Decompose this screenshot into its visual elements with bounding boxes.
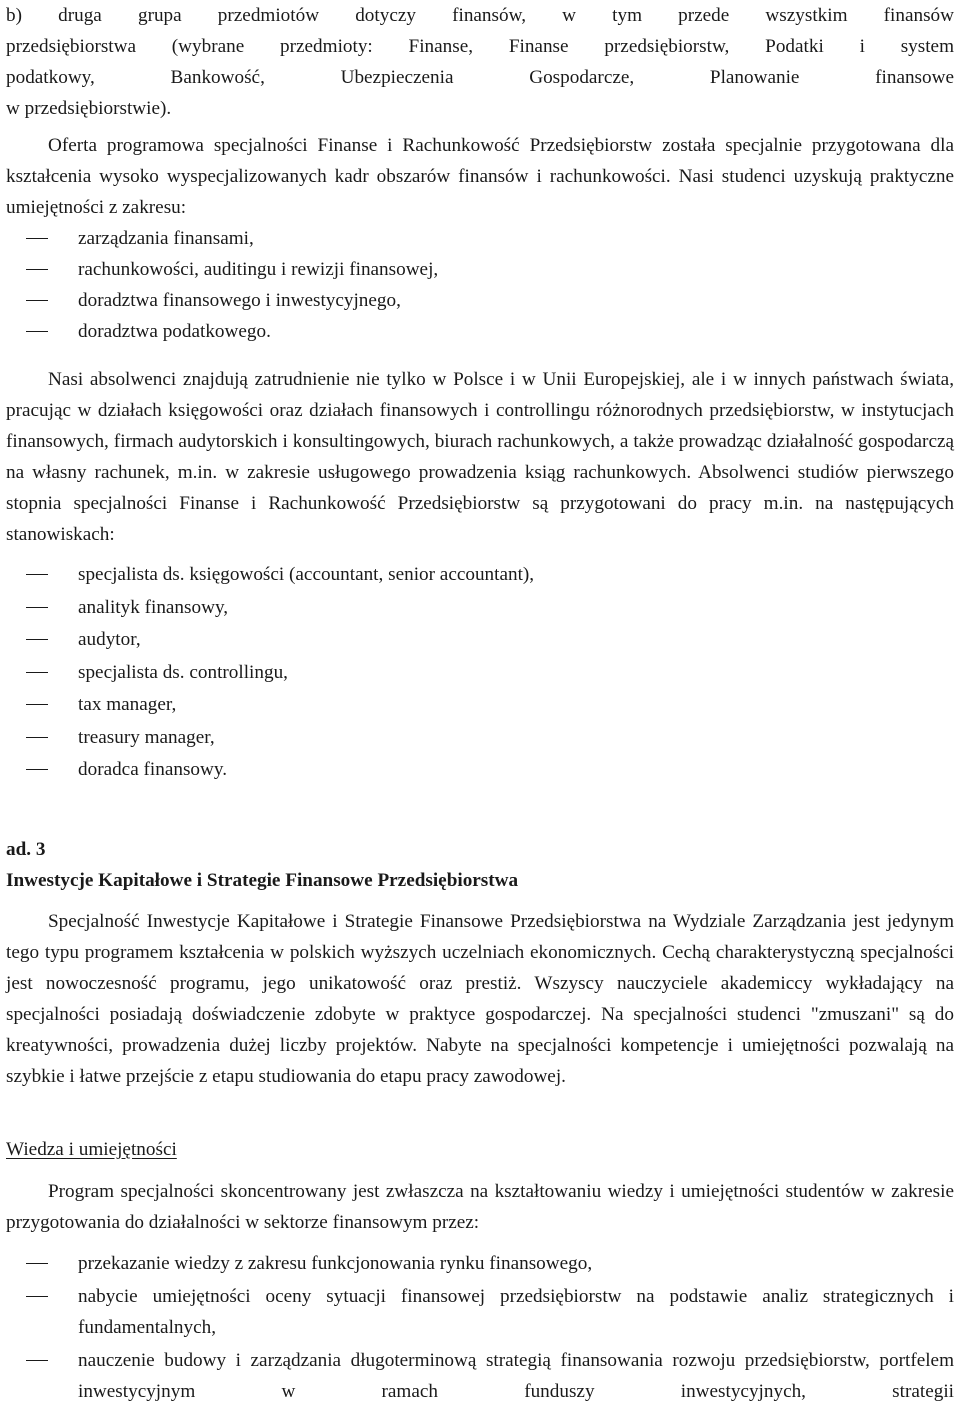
section-3-paragraph: Specjalność Inwestycje Kapitałowe i Strategie Finansowe Przedsiębiorstwa na Wydziale Zarządzania jest jedynym tego typu programem kształcenia w polskich wyższych uczelniach ekonomicznych. Cechą charakterystyczną specjalności jest nowoczesność programu, jego unikatowość oraz prestiż. Wszyscy nauczyciele akademiccy wykładający na specjalności posiadają doświadczenie zdobyte w praktyce gospodarczej. Na specjalności studenci "zmuszani" są do kreatywności, prowadzenia dużej liczby projektów. Nabyte na specjalności kompetencje i umiejętności pozwalają na szybkie i łatwe przejście z etapu studiowania do etapu pracy zawodowej. bbox=[6, 911, 954, 1087]
knowledge-block bbox=[6, 1134, 954, 1165]
list-item: analityk finansowy, bbox=[6, 592, 954, 623]
section-title: Inwestycje Kapitałowe i Strategie Finansowe Przedsiębiorstwa bbox=[6, 870, 519, 891]
intro-line: b) druga grupa przedmiotów dotyczy finansów, w tym przede wszystkim finansów bbox=[6, 5, 954, 26]
intro-line: podatkowy, Bankowość, Ubezpieczenia Gospodarcze, Planowanie finansowe bbox=[6, 67, 954, 88]
offer-block bbox=[6, 130, 954, 347]
list-item: rachunkowości, auditingu i rewizji finansowej, bbox=[6, 254, 954, 285]
section-3-body bbox=[6, 906, 954, 1092]
list-item: doradca finansowy. bbox=[6, 754, 954, 785]
program-paragraph: Program specjalności skoncentrowany jest zwłaszcza na kształtowaniu wiedzy i umiejętności studentów w zakresie przygotowania do działalności w sektorze finansowym przez: bbox=[6, 1181, 954, 1233]
intro-block bbox=[6, 0, 954, 124]
skills-list bbox=[6, 223, 954, 347]
intro-line: przedsiębiorstwa (wybrane przedmioty: Finanse, Finanse przedsiębiorstw, Podatki i system bbox=[6, 36, 954, 57]
list-item: zarządzania finansami, bbox=[6, 223, 954, 254]
list-item: audytor, bbox=[6, 624, 954, 655]
intro-line: w przedsiębiorstwie). bbox=[6, 98, 172, 119]
list-item: specjalista ds. księgowości (accountant, senior accountant), bbox=[6, 559, 954, 590]
list-item: specjalista ds. controllingu, bbox=[6, 657, 954, 688]
positions-list bbox=[6, 559, 954, 785]
graduates-paragraph: Nasi absolwenci znajdują zatrudnienie nie tylko w Polsce i w Unii Europejskiej, ale i w innych państwach świata, pracując w działach księgowości oraz działach finansowych i controllingu różnorodnych przedsiębiorstw, w instytucjach finansowych, firmach audytorskich i konsultingowych, biurach rachunkowych, a także prowadząc działalność gospodarczą na własny rachunek, m.in. w zakresie usługowego prowadzenia ksiąg rachunkowych. Absolwenci studiów pierwszego stopnia specjalności Finanse i Rachunkowość Przedsiębiorstw są przygotowani do pracy m.in. na następujących stanowiskach: bbox=[6, 369, 954, 545]
list-item: tax manager, bbox=[6, 689, 954, 720]
list-item: doradztwa finansowego i inwestycyjnego, bbox=[6, 285, 954, 316]
list-item: nauczenie budowy i zarządzania długoterminową strategią finansowania rozwoju przedsiębiorstw, portfelem inwestycyjnym w ramach funduszy inwestycyjnych, strategii bbox=[6, 1345, 954, 1407]
offer-paragraph: Oferta programowa specjalności Finanse i Rachunkowość Przedsiębiorstw została specjalnie przygotowana dla kształcenia wysoko wyspecjalizowanych kadr obszarów finansów i rachunkowości. Nasi studenci uzyskują praktyczne umiejętności z zakresu: bbox=[6, 135, 954, 218]
section-label: ad. 3 bbox=[6, 839, 46, 860]
list-item: nabycie umiejętności oceny sytuacji finansowej przedsiębiorstw na podstawie analiz strategicznych i fundamentalnych, bbox=[6, 1281, 954, 1343]
section-3 bbox=[6, 834, 954, 896]
list-item: doradztwa podatkowego. bbox=[6, 316, 954, 347]
subheading: Wiedza i umiejętności bbox=[6, 1139, 177, 1160]
program-block bbox=[6, 1176, 954, 1407]
list-item: przekazanie wiedzy z zakresu funkcjonowania rynku finansowego, bbox=[6, 1248, 954, 1279]
list-item: treasury manager, bbox=[6, 722, 954, 753]
graduates-block bbox=[6, 364, 954, 785]
program-list bbox=[6, 1248, 954, 1407]
